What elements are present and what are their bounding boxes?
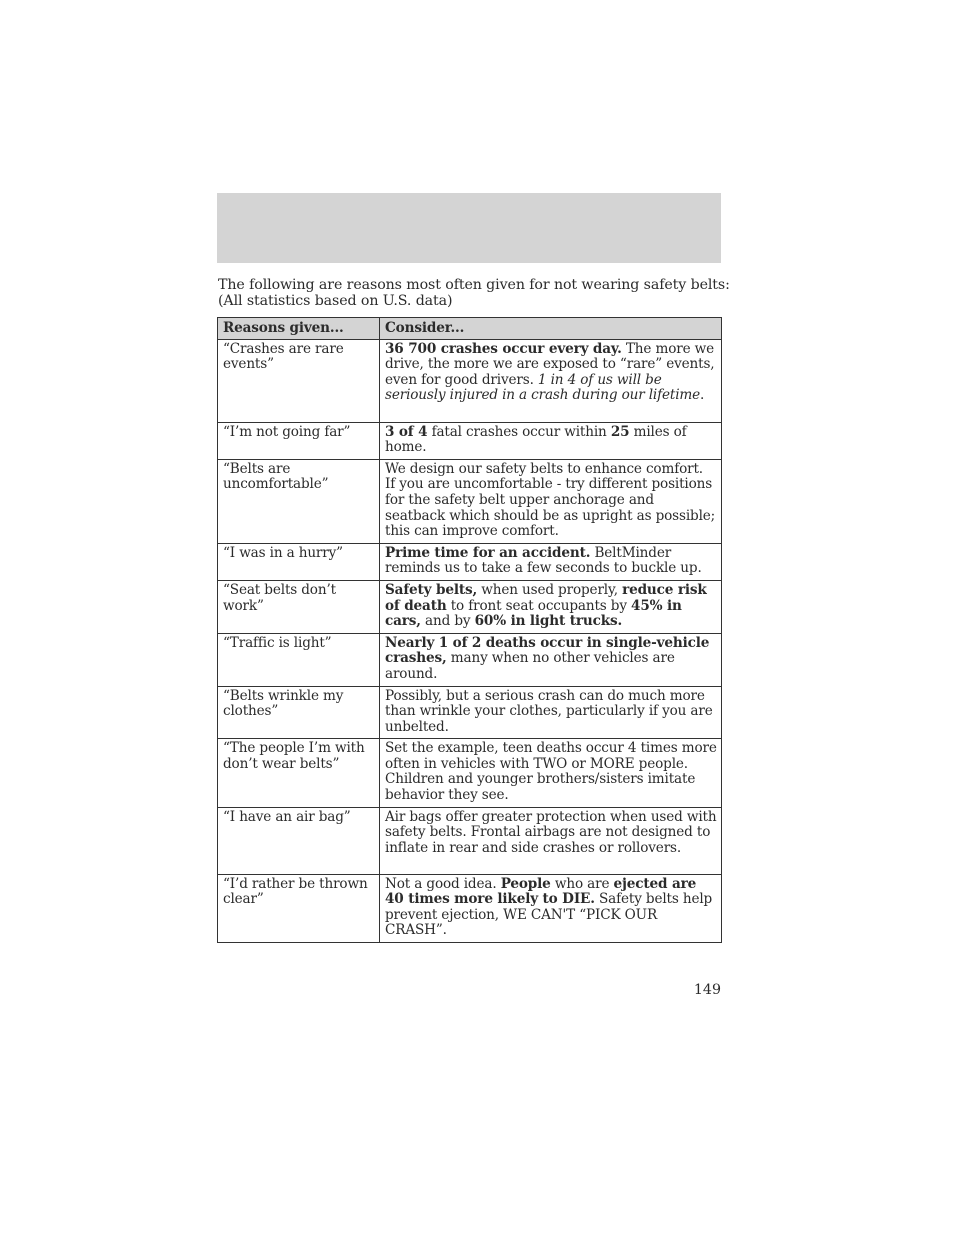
- consider-cell: [380, 874, 722, 942]
- section-header-band: [217, 193, 721, 263]
- body-text: miles of home.: [385, 423, 687, 456]
- reason-cell: “Traffic is light”: [218, 633, 380, 686]
- reason-cell: “I was in a hurry”: [218, 543, 380, 580]
- column-header-reasons: Reasons given...: [218, 318, 380, 340]
- body-text: when used properly,: [477, 581, 623, 598]
- table-row: [218, 739, 722, 807]
- table-row: [218, 874, 722, 942]
- reason-cell: “Seat belts don’t work”: [218, 580, 380, 633]
- body-text: Possibly, but a serious crash can do much more than wrinkle your clothes, particularly if you are unbelted.: [385, 687, 713, 735]
- emphasis-text: 36 700 crashes occur every day.: [385, 340, 622, 357]
- intro-line-1: The following are reasons most often given for not wearing safety belts:: [218, 277, 730, 293]
- safety-belt-reasons-table: [217, 317, 722, 943]
- intro-line-2: (All statistics based on U.S. data): [218, 293, 453, 309]
- emphasis-text: 60% in light trucks.: [474, 613, 623, 630]
- table-row: [218, 459, 722, 543]
- table-row: [218, 686, 722, 739]
- consider-cell: [380, 633, 722, 686]
- consider-cell: [380, 339, 722, 422]
- table-row: [218, 807, 722, 874]
- column-header-consider: Consider...: [380, 318, 722, 340]
- body-text: .: [700, 387, 705, 404]
- table-row: [218, 543, 722, 580]
- emphasis-text: 45% in cars,: [385, 597, 682, 630]
- table-row: [218, 422, 722, 459]
- emphasis-text: 3 of 4: [385, 423, 428, 440]
- table-row: [218, 580, 722, 633]
- consider-cell: [380, 459, 722, 543]
- body-text: Set the example, teen deaths occur 4 times more often in vehicles with TWO or MORE people. Children and younger brothers/sisters imitate behavior they see.: [385, 740, 717, 804]
- emphasis-text: ejected are 40 times more likely to DIE.: [385, 875, 697, 908]
- table-header-row: [218, 318, 722, 340]
- reason-cell: “I’m not going far”: [218, 422, 380, 459]
- consider-cell: [380, 739, 722, 807]
- body-text: Safety belts help prevent ejection, WE CAN'T “PICK OUR CRASH”.: [385, 891, 713, 939]
- body-text: BeltMinder reminds us to take a few seconds to buckle up.: [385, 544, 702, 577]
- consider-cell: [380, 807, 722, 874]
- body-text: The more we drive, the more we are exposed to “rare” events, even for good drivers.: [385, 340, 715, 388]
- emphasis-text: Safety belts,: [385, 581, 478, 598]
- emphasis-text: Prime time for an accident.: [385, 544, 591, 561]
- body-text: and by: [420, 613, 475, 630]
- body-text: Not a good idea.: [385, 875, 501, 892]
- emphasis-text: Nearly 1 of 2 deaths occur in single-vehicle crashes,: [385, 634, 710, 667]
- reason-cell: “Belts are uncomfortable”: [218, 459, 380, 543]
- reason-cell: “The people I’m with don’t wear belts”: [218, 739, 380, 807]
- reason-cell: “I’d rather be thrown clear”: [218, 874, 380, 942]
- consider-cell: [380, 686, 722, 739]
- emphasis-text: People: [500, 875, 551, 892]
- table-row: [218, 339, 722, 422]
- italic-text: 1 in 4 of us will be seriously injured in a crash during our lifetime: [385, 371, 701, 404]
- body-text: fatal crashes occur within: [427, 423, 611, 440]
- intro-paragraph: [218, 277, 728, 309]
- consider-cell: [380, 543, 722, 580]
- reason-cell: “I have an air bag”: [218, 807, 380, 874]
- body-text: many when no other vehicles are around.: [385, 650, 675, 682]
- body-text: who are: [550, 875, 614, 892]
- body-text: to front seat occupants by: [446, 597, 632, 614]
- page-number: 149: [693, 982, 721, 998]
- body-text: We design our safety belts to enhance comfort. If you are uncomfortable - try different positions for the safety belt upper anchorage and seatback which should be as upright as possible; this can improve comfort.: [385, 460, 716, 540]
- table-row: [218, 633, 722, 686]
- reason-cell: “Crashes are rare events”: [218, 339, 380, 422]
- emphasis-text: 25: [610, 423, 630, 440]
- consider-cell: [380, 580, 722, 633]
- emphasis-text: reduce risk of death: [385, 581, 707, 614]
- body-text: Air bags offer greater protection when used with safety belts. Frontal airbags are not designed to inflate in rear and side crashes or rollovers.: [385, 808, 717, 856]
- reason-cell: “Belts wrinkle my clothes”: [218, 686, 380, 739]
- consider-cell: [380, 422, 722, 459]
